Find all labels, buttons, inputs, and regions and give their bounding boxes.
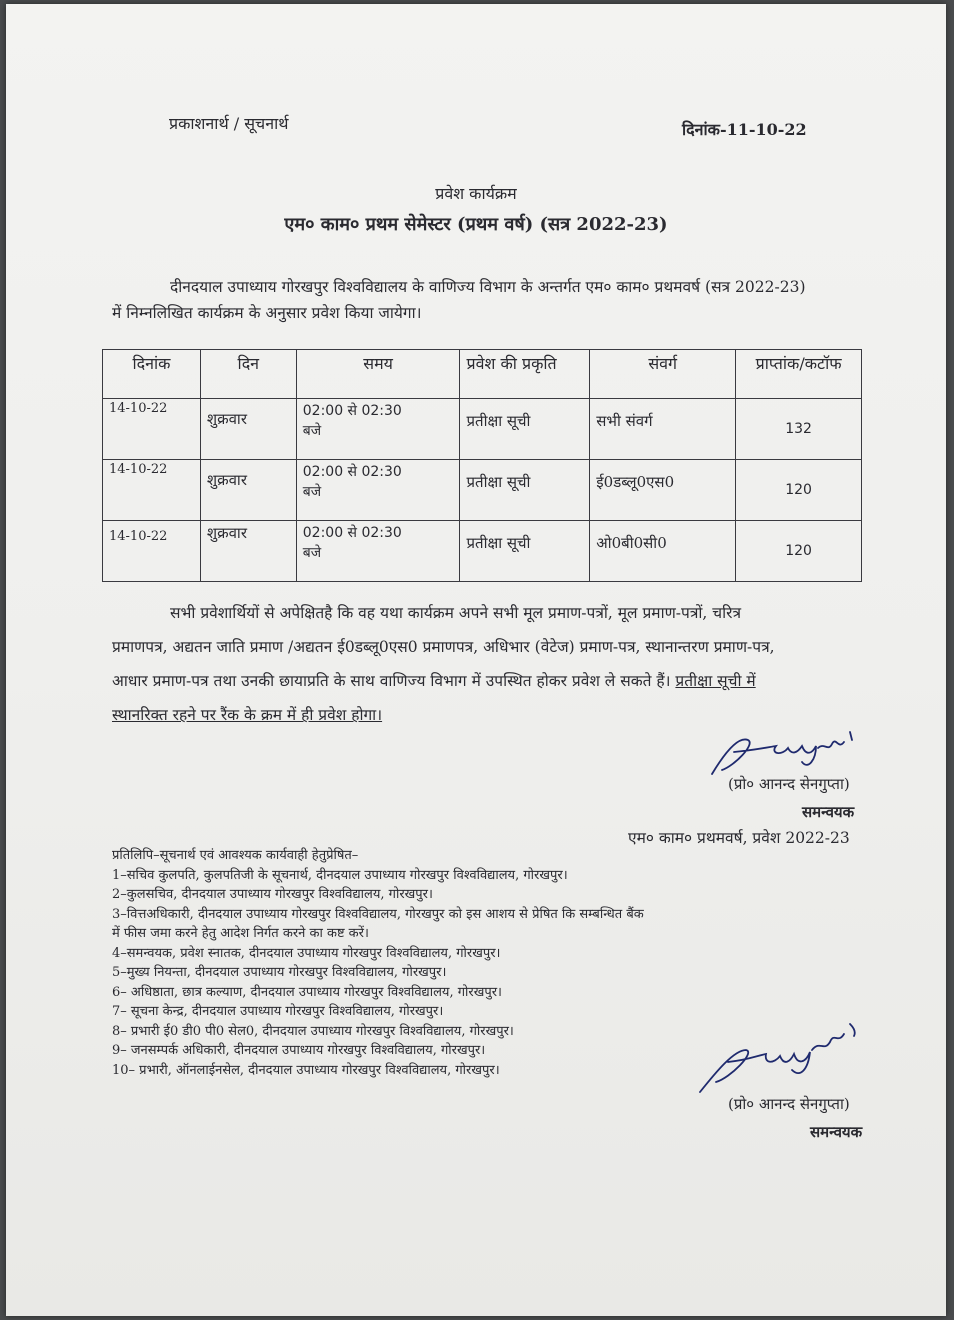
time-unit: बजे [302, 423, 322, 439]
intro-line-1: दीनदयाल उपाध्याय गोरखपुर विश्वविद्यालय के वाणिज्य विभाग के अन्तर्गत एम० काम० प्रथमवर्ष (सत्र 2022-23) [170, 278, 806, 296]
cell-nature: प्रतीक्षा सूची [460, 399, 590, 460]
coordinator-designation: एम० काम० प्रथमवर्ष, प्रवेश 2022-23 [628, 829, 850, 847]
instructions-line-3-text: आधार प्रमाण-पत्र तथा उनकी छायाप्रति के साथ वाणिज्य विभाग में उपस्थित होकर प्रवेश ले सकते हैं। [112, 672, 671, 690]
col-header-nature: प्रवेश की प्रकृति [460, 350, 590, 399]
col-header-cutoff: प्राप्तांक/कटॉफ [736, 350, 862, 399]
table-row [103, 460, 862, 521]
waitlist-note-end: स्थानरिक्त रहने पर रैंक के क्रम में ही प्रवेश होगा। [112, 706, 383, 724]
page-subtitle: एम० काम० प्रथम सेमेस्टर (प्रथम वर्ष) (सत्र 2022-23) [284, 214, 668, 235]
col-header-day: दिन [200, 350, 296, 399]
coordinator-role-2: समन्वयक [810, 1123, 863, 1141]
list-item: 1–सचिव कुलपति, कुलपतिजी के सूचनार्थ, दीनदयाल उपाध्याय गोरखपुर विश्वविद्यालय, गोरखपुर। [112, 867, 568, 883]
copy-to-list [112, 846, 644, 1080]
intro-line-2: में निम्नलिखित कार्यक्रम के अनुसार प्रवेश किया जायेगा। [112, 304, 422, 322]
col-header-time: समय [296, 350, 460, 399]
list-item: 8– प्रभारी ई0 डी0 पी0 सेल0, दीनदयाल उपाध्याय गोरखपुर विश्वविद्यालय, गोरखपुर। [112, 1023, 514, 1039]
cell-cutoff: 132 [736, 399, 862, 460]
cell-cutoff: 120 [736, 460, 862, 521]
time-range: 02:00 से 02:30 [302, 403, 402, 419]
copy-to-heading: प्रतिलिपि–सूचनार्थ एवं आवश्यक कार्यवाही हेतुप्रेषित– [112, 848, 359, 863]
cell-day: शुक्रवार [200, 460, 296, 521]
cell-nature: प्रतीक्षा सूची [460, 460, 590, 521]
col-header-category: संवर्ग [590, 350, 736, 399]
table-header-row [103, 350, 862, 399]
list-item: 7– सूचना केन्द्र, दीनदयाल उपाध्याय गोरखपुर विश्वविद्यालय, गोरखपुर। [112, 1004, 444, 1019]
coordinator-name-1: (प्रो० आनन्द सेनगुप्ता) [728, 775, 850, 793]
cell-time [296, 521, 460, 582]
waitlist-note-start: प्रतीक्षा सूची में [675, 672, 756, 690]
table-row [103, 399, 862, 460]
list-item: 6– अधिष्ठाता, छात्र कल्याण, दीनदयाल उपाध्याय गोरखपुर विश्वविद्यालय, गोरखपुर। [112, 984, 502, 1000]
instructions-line-3 [112, 664, 862, 698]
list-item: 9– जनसम्पर्क अधिकारी, दीनदयाल उपाध्याय गोरखपुर विश्वविद्यालय, गोरखपुर। [112, 1043, 486, 1058]
cell-day: शुक्रवार [200, 521, 296, 582]
list-item: 3–वित्तअधिकारी, दीनदयाल उपाध्याय गोरखपुर विश्वविद्यालय, गोरखपुर को इस आशय से प्रेषित कि सम्बन्धित बैंक [112, 906, 644, 922]
instructions-paragraph [112, 596, 862, 732]
cell-time [296, 460, 460, 521]
time-unit: बजे [302, 484, 322, 500]
coordinator-signature-2 [694, 1020, 864, 1100]
admission-schedule-table [102, 349, 862, 582]
publication-note: प्रकाशनार्थ / सूचनार्थ [169, 114, 289, 133]
document-date: दिनांक-11-10-22 [682, 120, 807, 139]
cell-date: 14-10-22 [103, 521, 201, 582]
cell-date: 14-10-22 [103, 460, 201, 521]
coordinator-role-1: समन्वयक [802, 803, 855, 821]
cell-day: शुक्रवार [200, 399, 296, 460]
cell-category: सभी संवर्ग [590, 399, 736, 460]
cell-date: 14-10-22 [103, 399, 201, 460]
list-item: 10– प्रभारी, ऑनलाईनसेल, दीनदयाल उपाध्याय गोरखपुर विश्वविद्यालय, गोरखपुर। [112, 1062, 500, 1078]
list-item: 4–समन्वयक, प्रवेश स्नातक, दीनदयाल उपाध्याय गोरखपुर विश्वविद्यालय, गोरखपुर। [112, 945, 501, 961]
list-item: 5–मुख्य नियन्ता, दीनदयाल उपाध्याय गोरखपुर विश्वविद्यालय, गोरखपुर। [112, 965, 447, 980]
document-page [6, 4, 946, 1316]
col-header-date: दिनांक [103, 350, 201, 399]
cell-nature: प्रतीक्षा सूची [460, 521, 590, 582]
instructions-line-2: प्रमाणपत्र, अद्यतन जाति प्रमाण /अद्यतन ई0डब्लू0एस0 प्रमाणपत्र, अधिभार (वेटेज) प्रमाण-पत्र, स्थानान्तरण प्रमाण-पत्र, [112, 638, 775, 656]
table-row [103, 521, 862, 582]
time-range: 02:00 से 02:30 [302, 464, 402, 480]
cell-category: ई0डब्लू0एस0 [590, 460, 736, 521]
intro-paragraph [112, 270, 862, 330]
cell-category: ओ0बी0सी0 [590, 521, 736, 582]
time-range: 02:00 से 02:30 [302, 525, 402, 541]
time-unit: बजे [302, 545, 322, 561]
list-item: 2–कुलसचिव, दीनदयाल उपाध्याय गोरखपुर विश्वविद्यालय, गोरखपुर। [112, 887, 433, 902]
instructions-line-1: सभी प्रवेशार्थियों से अपेक्षितहै कि वह यथा कार्यक्रम अपने सभी मूल प्रमाण-पत्रों, मूल प्रमाण-पत्रों, चरित्र [170, 604, 742, 622]
cell-cutoff: 120 [736, 521, 862, 582]
coordinator-name-2: (प्रो० आनन्द सेनगुप्ता) [728, 1095, 850, 1113]
list-item: में फीस जमा करने हेतु आदेश निर्गत करने का कष्ट करें। [112, 926, 369, 941]
cell-time [296, 399, 460, 460]
page-title: प्रवेश कार्यक्रम [435, 184, 517, 203]
